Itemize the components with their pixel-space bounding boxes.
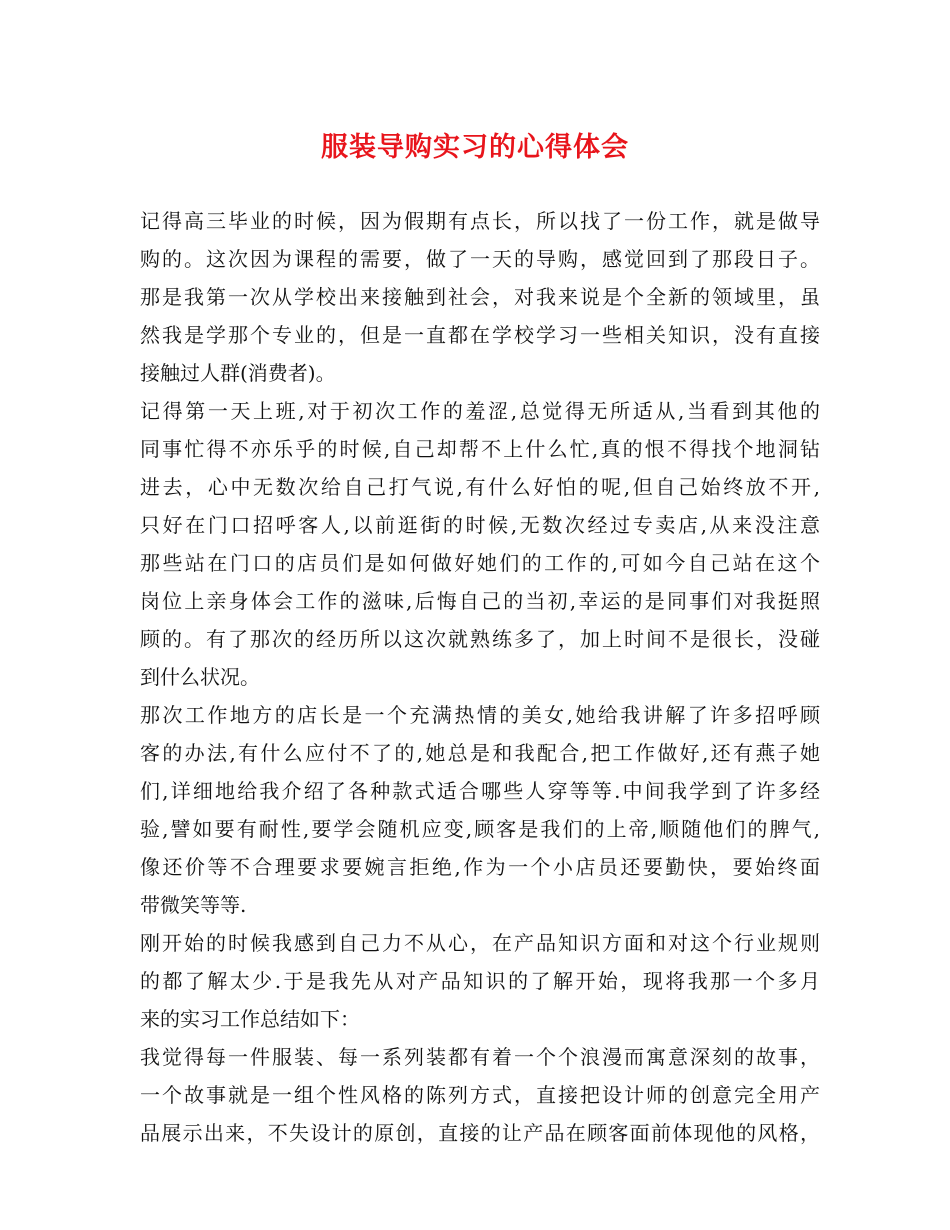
text-line: 顾的。有了那次的经历所以这次就熟练多了，加上时间不是很长，没碰 [140,627,820,651]
text-line: 们,详细地给我介绍了各种款式适合哪些人穿等等.中间我学到了许多经 [140,779,820,803]
text-line: 进去，心中无数次给自己打气说,有什么好怕的呢,但自己始终放不开, [140,475,820,499]
text-line: 购的。这次因为课程的需要，做了一天的导购，感觉回到了那段日子。 [140,247,820,271]
document-title: 服装导购实习的心得体会 [321,132,629,163]
text-line: 记得第一天上班,对于初次工作的羞涩,总觉得无所适从,当看到其他的 [140,399,820,423]
text-line: 来的实习工作总结如下： [140,1007,360,1031]
text-line: 接触过人群(消费者)。 [140,361,336,385]
text-line: 那次工作地方的店长是一个充满热情的美女,她给我讲解了许多招呼顾 [140,703,820,727]
text-line: 像还价等不合理要求要婉言拒绝,作为一个小店员还要勤快，要始终面 [140,855,820,879]
text-line: 验,譬如要有耐性,要学会随机应变,顾客是我们的上帝,顺随他们的脾气, [140,817,820,841]
text-line: 岗位上亲身体会工作的滋味,后悔自己的当初,幸运的是同事们对我挺照 [140,589,820,613]
text-line: 我觉得每一件服装、每一系列装都有着一个个浪漫而寓意深刻的故事， [140,1045,820,1069]
text-line: 只好在门口招呼客人,以前逛街的时候,无数次经过专卖店,从来没注意 [140,513,820,537]
text-line: 的都了解太少.于是我先从对产品知识的了解开始，现将我那一个多月 [140,969,820,993]
text-line: 同事忙得不亦乐乎的时候,自己却帮不上什么忙,真的恨不得找个地洞钻 [140,437,820,461]
text-line: 品展示出来，不失设计的原创，直接的让产品在顾客面前体现他的风格， [140,1121,820,1145]
text-line: 带微笑等等. [140,893,247,917]
text-line: 然我是学那个专业的，但是一直都在学校学习一些相关知识，没有直接 [140,323,820,347]
text-line: 到什么状况。 [140,665,260,689]
text-line: 客的办法,有什么应付不了的,她总是和我配合,把工作做好,还有燕子她 [140,741,820,765]
text-line: 那是我第一次从学校出来接触到社会，对我来说是个全新的领域里，虽 [140,285,820,309]
text-line: 一个故事就是一组个性风格的陈列方式，直接把设计师的创意完全用产 [140,1083,820,1107]
document-body [140,202,820,1152]
text-line: 刚开始的时候我感到自己力不从心，在产品知识方面和对这个行业规则 [140,931,820,955]
text-line: 那些站在门口的店员们是如何做好她们的工作的,可如今自己站在这个 [140,551,820,575]
text-line: 记得高三毕业的时候，因为假期有点长，所以找了一份工作，就是做导 [140,209,820,233]
